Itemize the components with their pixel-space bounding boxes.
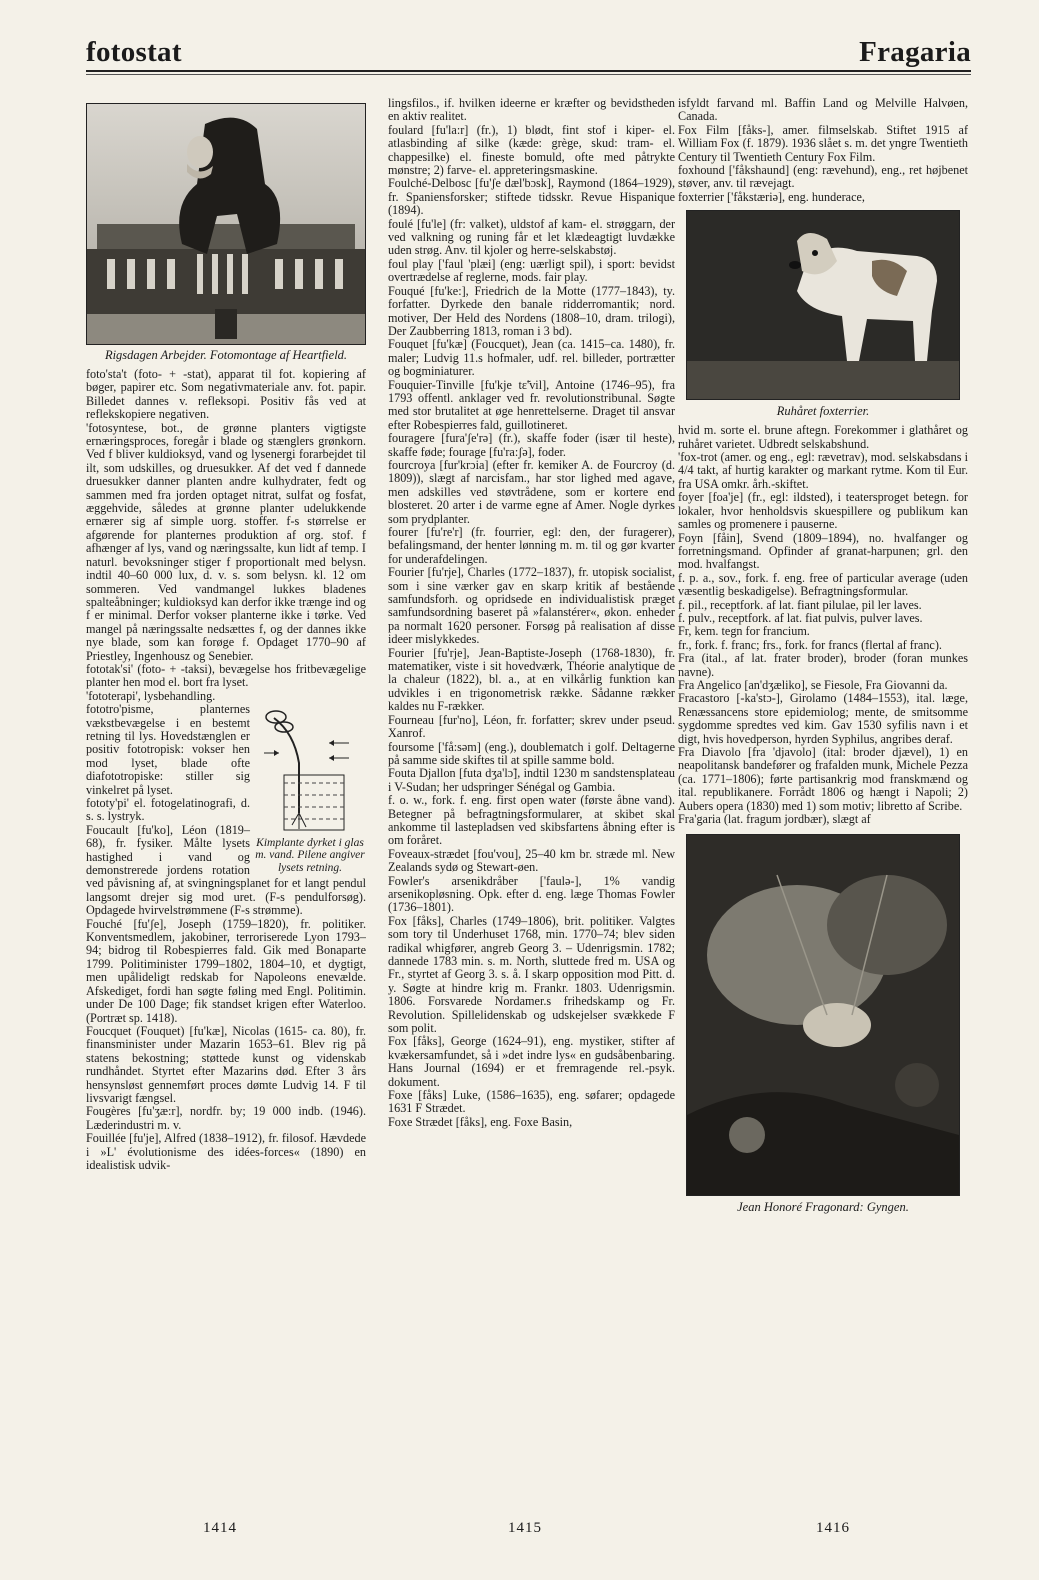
entry-fow: f. o. w., fork. f. eng. first open water (første åbne vand). Betegner på befragtningsformularer, at skibet skal ankomme til lastepladsen ved skibsfartens åbning efter is om foråret.	[388, 793, 675, 848]
entry-fouta-djallon: Fouta Djallon [futa dʒa'lɔ̃], indtil 1230 m sandstensplateau i V-Sudan; her udspringer Sénégal og Gambia.	[388, 766, 675, 794]
entry-foxe-straedet: Foxe Strædet [fåks], eng. Foxe Basin,	[388, 1114, 573, 1129]
entry-fox-trot: 'fox-trot (amer. og eng., egl: rævetrav), mod. selskabsdans i 4/4 takt, af hurtig karakter og markant rytme. Kom til Eur. fra USA omkr. årh.-skiftet.	[678, 450, 968, 491]
entry-foyer: foyer [foa'je] (fr., egl: ildsted), i teatersproget betegn. for lokaler, hvor henholdsvis skuespillere og publikum kan samles og promenere i pauserne.	[678, 490, 968, 532]
entry-fox-george: Fox [fåks], George (1624–91), eng. mystiker, stifter af kvækersamfundet, så i »det indre lys« en gudsåbenbaring. Hans Journal (1694) er et fremragende rel.-psyk. dokument.	[388, 1034, 675, 1089]
entry-fr-francium: Fr, kem. tegn for francium.	[678, 624, 810, 639]
running-head-left: fotostat	[86, 36, 182, 68]
foxterrier-image	[687, 211, 959, 399]
column-1	[86, 103, 366, 1546]
entry-fougeres: Fougères [fu'ʒæ:r], nordfr. by; 19 000 indb. (1946). Læderindustri m. v.	[86, 1104, 366, 1132]
entry-fourier-jean: Fourier [fu'rje], Jean-Baptiste-Joseph (1768-1830), fr. matematiker, viste i sit hovedværk, Théorie analytique de la chaleur (1822), bl. a., at en vilkårlig funktion kan udvikles i en trigonometrisk række. Sådanne rækker kaldes nu F-rækker.	[388, 645, 675, 714]
column-2	[388, 97, 675, 1546]
foxterrier-caption: Ruhåret foxterrier.	[776, 404, 870, 419]
entry-fra: Fra (ital., af lat. frater broder), broder (foran munkes navne).	[678, 651, 968, 679]
entry-foulche-delbosc: Foulché-Delbosc [fu'ʃe dæl'bɔsk], Raymond (1864–1929), fr. Spaniensforsker; stiftede tidsskr. Revue Hispanique (1894).	[388, 176, 675, 218]
entry-fourcroya: fourcroya [fur'krɔia] (efter fr. kemiker A. de Fourcroy (d. 1809)), slægt af narcisfam., har stor lighed med agave, men adskilles ved støvtrådene, som er kortere end blosteret. 20 arter i de varme egne af Amer. Nogle dyrkes som prydplanter.	[388, 457, 675, 526]
column-3	[678, 97, 968, 1546]
entry-fototypi: fototy'pi' el. fotogelatinografi, d. s. s. lystryk.	[86, 796, 250, 824]
seedling-illustration	[254, 703, 366, 874]
page-number-middle: 1415	[508, 1520, 542, 1536]
entry-fouillee: Fouillée [fu'je], Alfred (1838–1912), fr. filosof. Hævdede i »L' évolutionisme des idées-forces« (1890) en idealistisk udvik-	[86, 1131, 366, 1172]
entry-fotosyntese: 'fotosyntese, bot., de grønne planters vigtigste ernæringsproces, foregår i blade og stænglers grønkorn. Ved f bliver kuldioksyd, vand og lysenergi forarbejdet til ilt, som udskilles, og druesukker. Af det ved f dannede druesukker danner planten andre kulhydrater, fedt og sammen med fra jorden optaget nitrat, sulfat og fosfat, æggehvide, således at grønne planter udelukkende ernærer sig af simple uorg. stoffer. f-s størrelse er afgørende for planternes produktion af org. stof. f afhænger af lys, vand og næringssalte, kun lidt af temp. I naturl. bevoksninger stiger f proportionalt med belysn. indtil 40–60 000 lux, d. v. s. som belysn. kl. 12 om sommeren. Ved vandmangel lukkes bladenes spalteåbninger; kuldioksyd kan derfor ikke trænge ind og f er minimal. Derfor vokser planterne ikke i tørke. Ved mangel på næringssalte nedsættes f, og der dannes ikke nye blade, som kan forøge f. Opdaget 1770–90 af Priestley, Ingenhousz og Senebier.	[86, 420, 366, 663]
entry-cont-3: isfyldt farvand ml. Baffin Land og Melville Halvøen, Canada.	[678, 97, 968, 124]
header-rule-thin	[86, 74, 971, 75]
entry-foul-play: foul play ['faul 'plæi] (eng: uærligt spil), i sport: bevidst overtrædelse af reglerne, mods. fair play.	[388, 256, 675, 285]
entry-fpulv: f. pulv., receptfork. af lat. fiat pulvis, pulver laves.	[678, 610, 923, 625]
seedling-drawing	[254, 703, 366, 833]
entry-foucquet: Foucquet (Fouquet) [fu'kæ], Nicolas (1615- ca. 80), fr. finansminister under Mazarin 1653–61. Blev rig på statens bekostning; støttede kunst og videnskab rundhåndet. Styrtet efter Mazarins død. Efter 3 års hensynsløst gennemført proces dømte Ludvig 14. F til livsvarigt fængsel.	[86, 1023, 366, 1105]
foxterrier-photo	[686, 210, 960, 400]
entry-fr-franc: fr., fork. f. franc; frs., fork. for francs (flertal af franc).	[678, 637, 942, 652]
fragonard-image	[687, 835, 959, 1195]
entry-foucault: Foucault [fu'ko], Léon (1819–68), fr. fysiker. Målte lysets hastighed i vand og demonstrerede jordens rotation ved påvisning af, at svingningsplanet for et langt pendul langsomt drejer sig mod uret. (F-s pendulforsøg). Opdagede hvirvelstrømmene (F-s strømme).	[86, 822, 366, 918]
running-head-right: Fragaria	[859, 36, 971, 68]
entry-fouquet: Fouquet [fu'kæ] (Foucquet), Jean (ca. 1415–ca. 1480), fr. maler; Ludvig 11.s hofmaler, udf. rel. billeder, portrætter og bogminiaturer.	[388, 337, 675, 379]
entry-fouche: Fouché [fu'ʃe], Joseph (1759–1820), fr. politiker. Konventsmedlem, jakobiner, terroriserede Lyon 1793–94; bidrog til Robespierres fald. Gik med Bonaparte 1799. Politiminister 1799–1802, 1804–10, et dygtigt, men upålideligt redskab for Napoleons enevælde. Afskediget, fordi han søgte føling med Engl. Politimin. under De 100 Dage; fik standset krigen efter Waterloo. (Portræt sp. 1418).	[86, 916, 366, 1025]
entry-fragaria: Fra'garia (lat. fragum jordbær), slægt af	[678, 812, 871, 827]
entry-fox-film: Fox Film [fåks-], amer. filmselskab. Stiftet 1915 af William Fox (f. 1879). 1936 slået s. m. det yngre Twentieth Century til Twentieth Century Fox Film.	[678, 122, 968, 164]
reichstag-caption: Rigsdagen Arbejder. Fotomontage af Heartfield.	[104, 348, 348, 362]
seedling-caption: Kimplante dyrket i glas m. vand. Pilene angiver lysets retning.	[255, 836, 365, 874]
header-rule	[86, 70, 971, 72]
entry-foveaux: Foveaux-strædet [fou'vou], 25–40 km br. stræde ml. New Zealands sydø og Stewart-øen.	[388, 846, 675, 875]
entry-fouragere: fouragere [fura'ʃe'rə] (fr.), skaffe foder (især til heste), skaffe føde; fourage [fu'ra:ʃə], foder.	[388, 431, 675, 459]
fragonard-caption: Jean Honoré Fragonard: Gyngen.	[737, 1200, 909, 1215]
entry-foxterrier: foxterrier ['fåkstæriə], eng. hunderace,	[678, 189, 865, 204]
entry-fouquier-tinville: Fouquier-Tinville [fu'kje tɛ̃'vil], Antoine (1746–95), fra 1793 offentl. anklager ved fr. revolutionstribunal. Søgte med stor brutalitet at øge henrettelserne. Draget til ansvar efter Robespierres fald, guillotineret.	[388, 377, 675, 432]
entry-foule: foulé [fu'le] (fr: valket), uldstof af kam- el. strøggarn, der ved valkning og runing får et let klædeagtigt luvdække uden strøg. Anv. til kjoler og herre-selskabstøj.	[388, 216, 675, 258]
entry-fpa: f. p. a., sov., fork. f. eng. free of particular average (uden væsentlig beskadigelse). Befragtningsformular.	[678, 570, 968, 599]
entry-fototerapi: 'fototerapi', lysbehandling.	[86, 688, 216, 703]
entry-fourier-charles: Fourier [fu'rje], Charles (1772–1837), fr. utopisk socialist, som i sine værker gav en skarp kritik af bestående samfundsforh. og opridsede en individualistisk præget samfundsordning baseret på »falanstérer«, økon. enheder pa normalt 1620 personer. Forsøg på realisation af disse ideer mislykkedes.	[388, 565, 675, 647]
entry-foulard: foulard [fu'la:r] (fr.), 1) blødt, fint stof i kiper- el. atlasbinding af silke (kæde: grège, skud: tram- el. chappesilke) el. fineste bomuld, ofte med påtrykte mønstre; 2) farve- el. appreteringsmaskine.	[388, 122, 675, 178]
entry-fotostat: foto'sta't (foto- + -stat), apparat til fot. kopiering af bøger, papirer etc. Som negativmateriale anv. fot. papir. Billedet dannes v. refleksopi. Positiv fås ved at reflekskopiere negativen.	[86, 367, 366, 422]
entry-fourer: fourer [fu're'r] (fr. fourrier, egl: den, der furagerer), befalingsmand, der henter lønning m. m. til og gør kvarter for underafdelingen.	[388, 525, 675, 566]
entry-foursome: foursome ['få:səm] (eng.), doublematch i golf. Deltagerne på samme side skiftes til at spille samme bold.	[388, 739, 675, 767]
entry-foxe-luke: Foxe [fåks] Luke, (1586–1635), eng. søfarer; opdagede 1631 F Strædet.	[388, 1088, 675, 1116]
entry-foyn: Foyn [fåin], Svend (1809–1894), no. hvalfanger og forretningsmand. Opfinder af granat-harpunen; grl. den mod. hvalfangst.	[678, 530, 968, 572]
entry-foxhound: foxhound ['fåkshaund] (eng: rævehund), eng., ret højbenet støver, anv. til rævejagt.	[678, 163, 968, 191]
entry-fra-angelico: Fra Angelico [an'dʒæliko], se Fiesole, Fra Giovanni da.	[678, 677, 948, 692]
page-number-left: 1414	[203, 1520, 237, 1536]
entry-cont: lingsfilos., if. hvilken ideerne er kræfter og bevidstheden en aktiv realitet.	[388, 97, 675, 124]
fragonard-painting	[686, 834, 960, 1196]
entry-fototropisme: fototro'pisme, planternes vækstbevægelse i en bestemt retning til lys. Hovedstænglen er positiv fototropisk: vokser hen mod lyset, blade ofte diafototropiske: stiller sig vinkelret på lyset.	[86, 702, 250, 797]
entry-fox-charles: Fox [fåks], Charles (1749–1806), brit. politiker. Valgtes som tory til Underhuset 1768, min. 1770–74; blev siden radikal whigfører, angreb Georg 3. – Udenrigsmin. 1782; dannede 1783 min. s. m. North, sluttede fred m. USA og Fr., styrtet af Georg 3. s. å. I skarp opposition mod Pitt. d. y. Søgte at hindre krig m. Frankr. 1803. Udenrigsmin. 1806. Forsvarede Nordamer.s frihedskamp og Fr. Revolution. Spillelidenskab og udskejelser svækkede F som polit.	[388, 913, 675, 1036]
entry-foxterrier-cont: hvid m. sorte el. brune aftegn. Forekommer i glathåret og ruhåret varietet. Udbredt selskabshund.	[678, 423, 968, 451]
entry-fouque: Fouqué [fu'ke:], Friedrich de la Motte (1777–1843), ty. forfatter. Dyrkede den banale ridderromantik; nord. motiver, Der Held des Nordens (1808–10, dram. trilogi), Der Zaubberring 1813, roman i 3 bd).	[388, 283, 675, 338]
reichstag-photomontage	[86, 103, 366, 345]
entry-fracastoro: Fracastoro [-ka'stɔ-], Girolamo (1484–1553), ital. læge, Renæssancens store epidemiolog; mente, de smitsomme sygdomme spredtes ved kim. Gav 1530 syfilis navn i et digt, hvis hovedperson, hyrden Syphilus, angribes deraf.	[678, 691, 968, 746]
photomontage-image	[87, 104, 365, 344]
entry-fra-diavolo: Fra Diavolo [fra 'djavolo] (ital: broder djævel), 1) en neapolitansk bandefører og frafalden munk, Michele Pezza (ca. 1771–1806); førte partisankrig mod franskmænd og ital. republikanere. Forrådt 1806 og hængt i Napoli; 2) Aubers opera (1830) med 1) som motiv; libretto af Scribe.	[678, 745, 968, 813]
entry-fourneau: Fourneau [fur'no], Léon, fr. forfatter; skrev under pseud. Xanrof.	[388, 712, 675, 741]
entry-fototaksi: fototak'si' (foto- + -taksi), bevægelse hos fritbevægelige planter hen mod el. bort fra lyset.	[86, 661, 366, 690]
entry-fowler: Fowler's arsenikdråber ['faulə-], 1% vandig arsenikopløsning. Opk. efter d. eng. læge Thomas Fowler (1736–1801).	[388, 873, 675, 915]
entry-fpil: f. pil., receptfork. af lat. fiant pilulae, pil ler laves.	[678, 597, 922, 612]
page-number-right: 1416	[816, 1520, 850, 1536]
